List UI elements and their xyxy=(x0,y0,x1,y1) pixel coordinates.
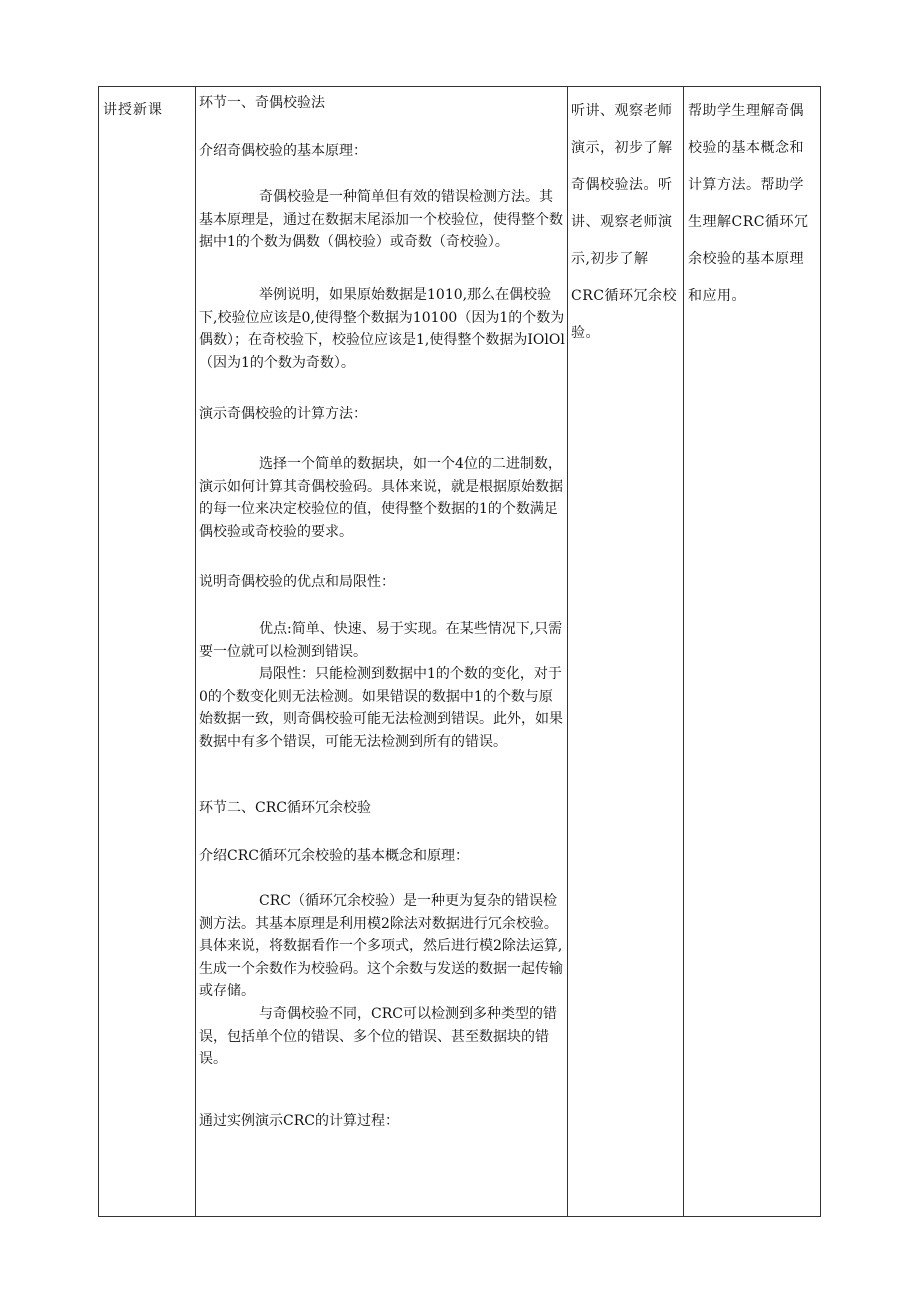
section1-advantages-heading: 说明奇偶校验的优点和局限性： xyxy=(199,574,395,590)
section1-advantages: 优点:简单、快速、易于实现。在某些情况下,只需要一位就可以检测到错误。 xyxy=(199,621,563,660)
section1-demo-paragraph: 选择一个简单的数据块，如一个4位的二进制数，演示如何计算其奇偶校验码。具体来说，就是根据原始数据的每一位来决定校验位的值，使得整个数据的1的个数满足偶校验或奇校验的要求。 xyxy=(199,456,563,540)
section2-comparison: 与奇偶校验不同，CRC可以检测到多种类型的错误，包括单个位的错误、多个位的错误、甚至数据块的错误。 xyxy=(199,1006,557,1067)
section1-paragraph: 奇偶校验是一种简单但有效的错误检测方法。其基本原理是，通过在数据末尾添加一个校验位，使得整个数据中1的个数为偶数（偶校验）或奇数（奇校验）。 xyxy=(199,189,563,250)
column-divider xyxy=(567,87,568,1216)
section1-demo-heading: 演示奇偶校验的计算方法： xyxy=(199,406,367,422)
section2-intro: 介绍CRC循环冗余校验的基本概念和原理： xyxy=(199,848,469,864)
section1-limitations: 局限性：只能检测到数据中1的个数的变化，对于0的个数变化则无法检测。如果错误的数据中1的个数与原始数据一致，则奇偶校验可能无法检测到错误。此外，如果数据中有多个错误，可能无法检测到所有的错误。 xyxy=(199,666,563,750)
section1-title: 环节一、奇偶校验法 xyxy=(199,95,325,111)
section2-title: 环节二、CRC循环冗余校验 xyxy=(199,800,371,816)
column-divider xyxy=(683,87,684,1216)
student-activity: 听讲、观察老师演示，初步了解奇偶校验法。听讲、观察老师演示,初步了解CRC循环冗余校验。 xyxy=(571,103,677,341)
section2-demo-heading: 通过实例演示CRC的计算过程： xyxy=(199,1113,399,1129)
section2-paragraph: CRC（循环冗余校验）是一种更为复杂的错误检测方法。其基本原理是利用模2除法对数据进行冗余校验。具体来说，将数据看作一个多项式，然后进行模2除法运算,生成一个余数作为校验码。这个余数与发送的数据一起传输或存储。 xyxy=(199,893,563,999)
column-divider xyxy=(195,87,196,1216)
lesson-table xyxy=(98,86,821,1217)
design-intent: 帮助学生理解奇偶校验的基本概念和计算方法。帮助学生理解CRC循环冗余校验的基本原理和应用。 xyxy=(688,103,809,304)
row-label: 讲授新课 xyxy=(103,102,163,118)
section1-example: 举例说明，如果原始数据是1010,那么在偶校验下,校验位应该是0,使得整个数据为10100（因为1的个数为偶数）；在奇校验下，校验位应该是1,使得整个数据为IOlOl（因为1的个数为奇数）。 xyxy=(199,287,565,371)
section1-intro: 介绍奇偶校验的基本原理： xyxy=(199,143,367,159)
